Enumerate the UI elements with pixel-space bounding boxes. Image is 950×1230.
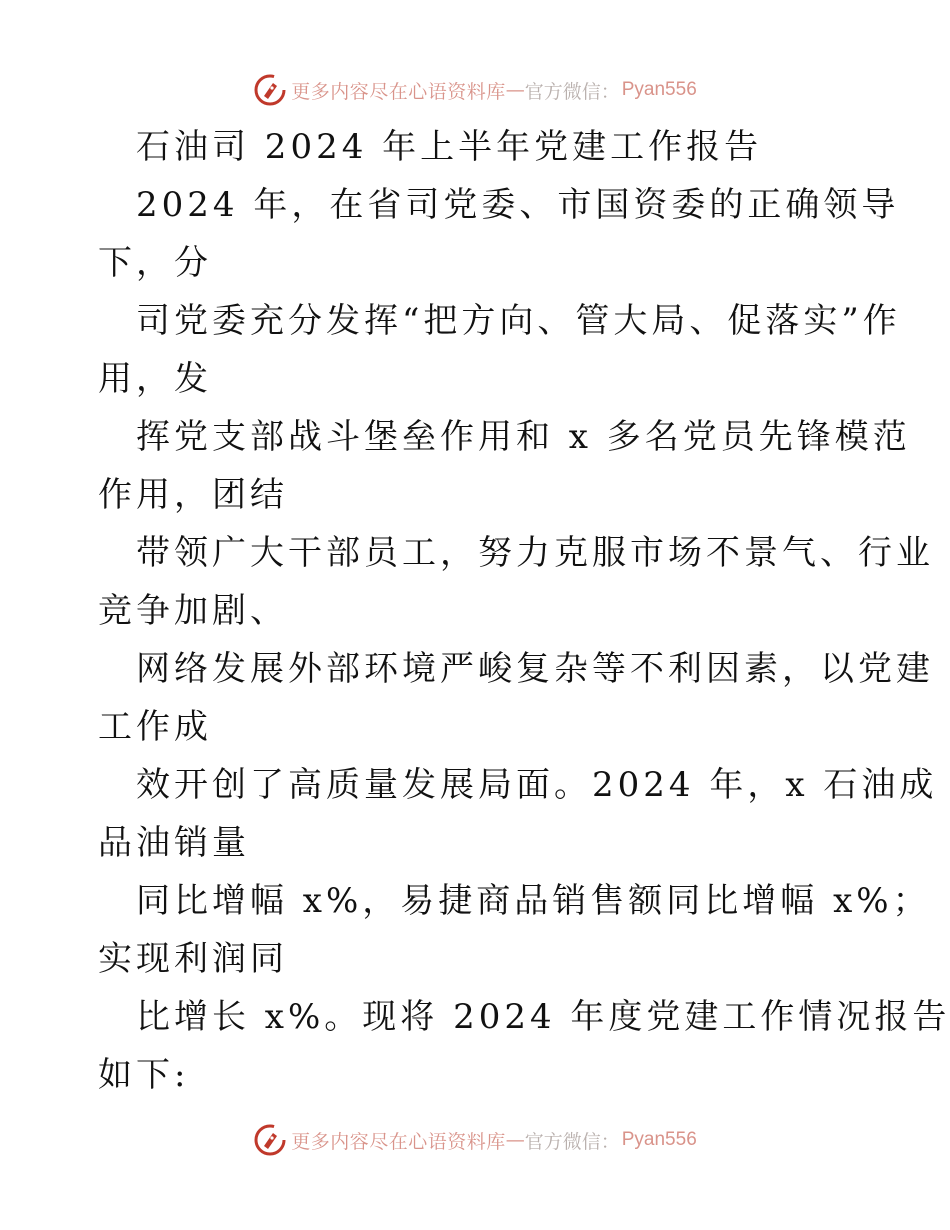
text-line: 实现利润同	[98, 939, 288, 979]
watermark-footer	[0, 1120, 950, 1160]
pen-nib-circle-icon	[253, 1123, 287, 1157]
watermark-separator: —	[505, 79, 525, 101]
text-line: 司党委充分发挥“把方向、管大局、促落实”作	[136, 301, 901, 341]
text-line: 用，发	[98, 359, 212, 399]
text-line: 效开创了高质量发展局面。2024 年，x 石油成	[136, 765, 938, 805]
pen-nib-circle-icon	[253, 73, 287, 107]
text-line: 比增长 x%。现将 2024 年度党建工作情况报告	[136, 997, 950, 1037]
watermark-wechat-id: Pyan556	[621, 79, 697, 100]
text-line: 网络发展外部环境严峻复杂等不利因素，以党建	[136, 649, 934, 689]
watermark-text: 更多内容尽在心语资料库	[291, 1130, 506, 1153]
text-line: 品油销量	[98, 823, 250, 863]
text-line: 同比增幅 x%，易捷商品销售额同比增幅 x%；	[136, 881, 931, 921]
watermark-header	[0, 70, 950, 110]
watermark-text: 更多内容尽在心语资料库	[291, 80, 506, 103]
text-line: 下，分	[98, 243, 212, 283]
document-body	[98, 118, 950, 1104]
watermark-wechat-id: Pyan556	[621, 1129, 697, 1150]
text-line: 竞争加剧、	[98, 591, 288, 631]
text-line: 作用，团结	[98, 475, 288, 515]
watermark-separator: —	[505, 1129, 525, 1151]
text-line: 2024 年，在省司党委、市国资委的正确领导	[136, 185, 900, 225]
document-title: 石油司 2024 年上半年党建工作报告	[136, 127, 763, 167]
text-line: 工作成	[98, 707, 212, 747]
watermark-wechat-label: 官方微信：	[524, 1130, 620, 1153]
watermark-wechat-label: 官方微信：	[524, 80, 620, 103]
text-line: 挥党支部战斗堡垒作用和 x 多名党员先锋模范	[136, 417, 911, 457]
text-line: 如下:	[98, 1055, 190, 1095]
text-line: 带领广大干部员工，努力克服市场不景气、行业	[136, 533, 934, 573]
